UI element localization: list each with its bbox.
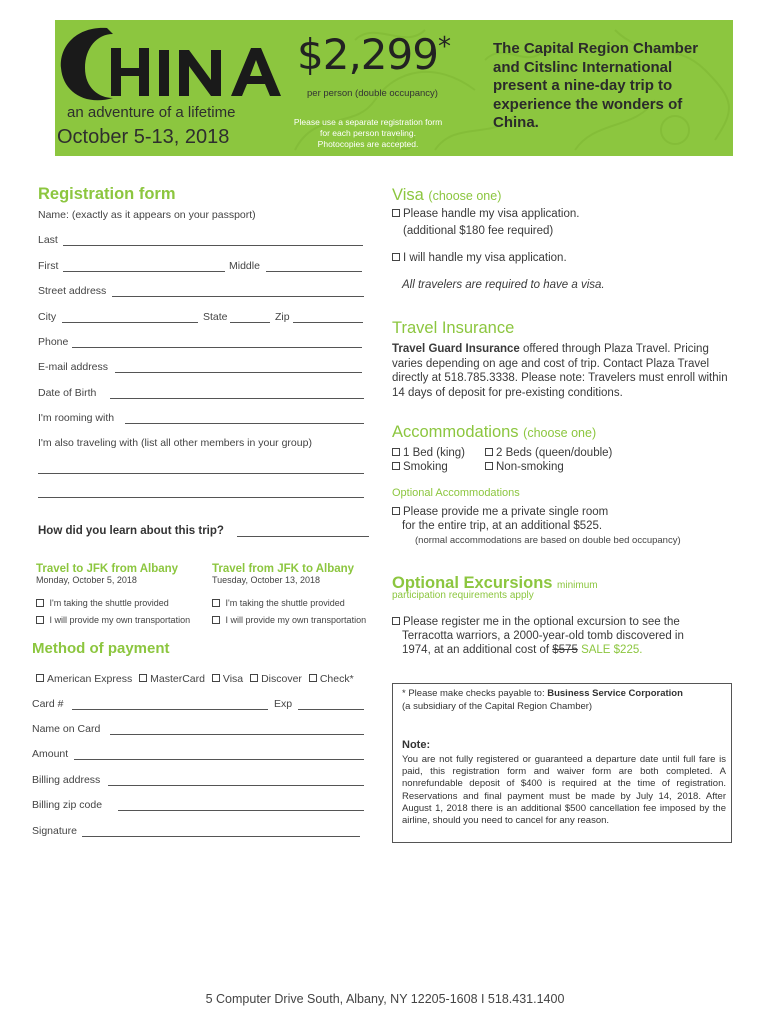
excursion-text-2: Terracotta warriors, a 2000-year-old tomb discovered in <box>402 630 684 642</box>
dob-field[interactable] <box>110 398 364 399</box>
city-field[interactable] <box>62 322 198 323</box>
from-own-transport-option[interactable]: I will provide my own transportation <box>212 615 366 625</box>
learn-label: How did you learn about this trip? <box>38 525 224 537</box>
smoking-option[interactable]: Smoking <box>392 461 448 473</box>
visa-required-note: All travelers are required to have a visa. <box>402 279 605 291</box>
middle-label: Middle <box>229 260 260 272</box>
exp-field[interactable] <box>298 709 364 710</box>
also-traveling-field-1[interactable] <box>38 473 364 474</box>
checkbox-icon[interactable] <box>392 209 400 217</box>
name-hint: Name: (exactly as it appears on your passport) <box>38 209 256 221</box>
to-own-transport-option[interactable]: I will provide my own transportation <box>36 615 190 625</box>
checks-payable: * Please make checks payable to: Business Service Corporation <box>402 688 683 699</box>
checkbox-icon[interactable] <box>485 448 493 456</box>
checkbox-icon[interactable] <box>392 462 400 470</box>
email-label: E-mail address <box>38 361 109 373</box>
excursions-min-note: participation requirements apply <box>392 590 534 601</box>
option-visa[interactable]: Visa <box>212 673 243 685</box>
visa-option-handle[interactable]: Please handle my visa application. <box>392 208 579 220</box>
excursions-title: Optional Excursions minimum <box>392 574 598 592</box>
option-amex[interactable]: American Express <box>36 673 132 685</box>
excursion-option[interactable]: Please register me in the optional excursion to see the <box>392 616 680 628</box>
street-label: Street address <box>38 285 107 297</box>
also-traveling-field-2[interactable] <box>38 497 364 498</box>
note-text: You are not fully registered or guaranteed a departure date until full fare is paid, this registration form and waiver form are both completed. A nonrefundable deposit of $400 is required at the time of registration. Reservations and final payment must be made by July 14, 2018. After August 1, 2018 there is an additional $500 cancellation fee imposed by the airline, should you need to cancel for any reason. <box>402 754 726 827</box>
header-banner <box>55 20 733 156</box>
first-field[interactable] <box>63 271 225 272</box>
old-price: $575 <box>552 644 578 656</box>
card-field[interactable] <box>72 709 268 710</box>
checkbox-icon[interactable] <box>212 599 220 607</box>
separate-form-note: Please use a separate registration form for each person traveling. Photocopies are accepted. <box>293 117 443 149</box>
checkbox-icon[interactable] <box>36 674 44 682</box>
beds-queen-option[interactable]: 2 Beds (queen/double) <box>485 447 612 459</box>
state-field[interactable] <box>230 322 270 323</box>
also-traveling-label: I'm also traveling with (list all other members in your group) <box>38 437 312 449</box>
price-note: per person (double occupancy) <box>307 88 438 99</box>
checkbox-icon[interactable] <box>36 616 44 624</box>
travel-from-date: Tuesday, October 13, 2018 <box>212 575 321 585</box>
from-shuttle-option[interactable]: I'm taking the shuttle provided <box>212 598 345 608</box>
checkbox-icon[interactable] <box>485 462 493 470</box>
to-shuttle-option[interactable]: I'm taking the shuttle provided <box>36 598 169 608</box>
travel-to-title: Travel to JFK from Albany <box>36 563 179 575</box>
option-mastercard[interactable]: MasterCard <box>139 673 205 685</box>
private-room-note: (normal accommodations are based on double bed occupancy) <box>415 535 681 546</box>
learn-field[interactable] <box>237 536 369 537</box>
visa-option-self[interactable]: I will handle my visa application. <box>392 252 567 264</box>
checkbox-icon[interactable] <box>392 617 400 625</box>
nonsmoking-option[interactable]: Non-smoking <box>485 461 564 473</box>
private-room-option[interactable]: Please provide me a private single room <box>392 506 608 518</box>
checkbox-icon[interactable] <box>392 507 400 515</box>
visa-title: Visa (choose one) <box>392 186 502 204</box>
phone-label: Phone <box>38 336 69 348</box>
email-field[interactable] <box>115 372 362 373</box>
insurance-title: Travel Insurance <box>392 319 515 337</box>
billing-zip-label: Billing zip code <box>32 799 103 811</box>
billing-zip-field[interactable] <box>118 810 364 811</box>
visa-fee-note: (additional $180 fee required) <box>403 225 554 237</box>
checkbox-icon[interactable] <box>392 448 400 456</box>
checkbox-icon[interactable] <box>250 674 258 682</box>
state-label: State <box>203 311 228 323</box>
accommodations-title: Accommodations (choose one) <box>392 423 597 441</box>
checkbox-icon[interactable] <box>212 616 220 624</box>
checks-subsidiary: (a subsidiary of the Capital Region Chamber) <box>402 701 593 712</box>
footer-address: 5 Computer Drive South, Albany, NY 12205-1608 I 518.431.1400 <box>205 992 565 1006</box>
option-discover[interactable]: Discover <box>250 673 302 685</box>
amount-label: Amount <box>32 748 69 760</box>
tagline: an adventure of a lifetime <box>67 104 236 121</box>
checkbox-icon[interactable] <box>36 599 44 607</box>
note-title: Note: <box>402 739 431 751</box>
option-check[interactable]: Check* <box>309 673 354 685</box>
zip-label: Zip <box>275 311 290 323</box>
name-on-card-label: Name on Card <box>32 723 101 735</box>
last-label: Last <box>38 234 58 246</box>
china-logo <box>55 22 285 106</box>
private-room-cost: for the entire trip, at an additional $525. <box>402 520 603 532</box>
excursion-text-3: 1974, at an additional cost of $575 SALE $225. <box>402 644 643 656</box>
middle-field[interactable] <box>266 271 362 272</box>
card-label: Card # <box>32 698 64 710</box>
exp-label: Exp <box>274 698 293 710</box>
last-field[interactable] <box>63 245 363 246</box>
checkbox-icon[interactable] <box>212 674 220 682</box>
trip-dates: October 5-13, 2018 <box>57 126 230 148</box>
signature-field[interactable] <box>82 836 360 837</box>
phone-field[interactable] <box>72 347 362 348</box>
dob-label: Date of Birth <box>38 387 97 399</box>
first-label: First <box>38 260 59 272</box>
name-on-card-field[interactable] <box>110 734 364 735</box>
optional-accommodations-title: Optional Accommodations <box>392 487 520 499</box>
insurance-text: Travel Guard Insurance offered through Plaza Travel. Pricing varies depending on age and cost of trip. Contact Plaza Travel directly at 518.785.3338. Please note: Travelers must enroll within 14 days of deposit for pre-existing conditions. <box>392 343 728 399</box>
payment-title: Method of payment <box>32 640 170 657</box>
billing-address-field[interactable] <box>108 785 364 786</box>
checkbox-icon[interactable] <box>392 253 400 261</box>
payment-note-box <box>392 683 732 843</box>
checkbox-icon[interactable] <box>139 674 147 682</box>
zip-field[interactable] <box>293 322 363 323</box>
signature-label: Signature <box>32 825 77 837</box>
payment-options <box>36 673 354 685</box>
price: $2,299* <box>297 30 450 79</box>
street-field[interactable] <box>112 296 364 297</box>
travel-from-title: Travel from JFK to Albany <box>212 563 355 575</box>
checkbox-icon[interactable] <box>309 674 317 682</box>
amount-field[interactable] <box>74 759 364 760</box>
bed-king-option[interactable]: 1 Bed (king) <box>392 447 465 459</box>
travel-to-date: Monday, October 5, 2018 <box>36 575 137 585</box>
rooming-field[interactable] <box>125 423 364 424</box>
city-label: City <box>38 311 57 323</box>
banner-intro: The Capital Region Chamber and Citslinc International present a nine-day trip to experience the wonders of China. <box>493 40 699 131</box>
sale-price: SALE $225. <box>581 644 643 656</box>
registration-title: Registration form <box>38 185 176 203</box>
rooming-label: I'm rooming with <box>38 412 115 424</box>
billing-address-label: Billing address <box>32 774 101 786</box>
